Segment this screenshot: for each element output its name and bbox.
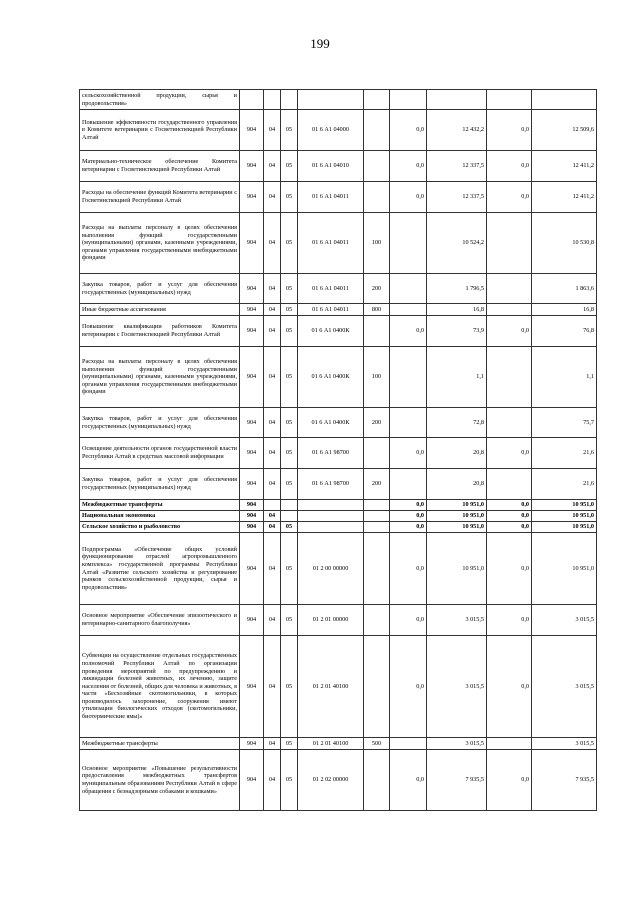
expense-type-cell (364, 151, 390, 182)
subsection-code-cell: 05 (281, 151, 298, 182)
amount-cell-3: 0,0 (487, 182, 532, 213)
expense-type-cell: 200 (364, 274, 390, 304)
grbs-code-cell: 904 (240, 636, 264, 738)
target-article-cell: 01 6 А1 0400К (298, 347, 364, 408)
subsection-code-cell (281, 500, 298, 511)
table-row (80, 738, 597, 750)
expense-type-cell (364, 533, 390, 605)
item-name-cell: Закупка товаров, работ и услуг для обеспечения государственных (муниципальных) нужд (80, 469, 240, 500)
amount-cell-1: 0,0 (390, 533, 427, 605)
expense-type-cell (364, 605, 390, 636)
expense-type-cell (364, 750, 390, 811)
table-row (80, 500, 597, 511)
table-row (80, 533, 597, 605)
expense-type-cell (364, 522, 390, 533)
amount-cell-1 (390, 408, 427, 438)
item-name-cell: Основное мероприятие «Повышение результативности предоставления межбюджетных трансфертов муниципальным образованиям Республики Алтай в сфере обращения с безнадзорными собаками и кошками» (80, 750, 240, 811)
item-name-cell: сельскохозяйственной продукции, сырья и продовольствия» (80, 90, 240, 110)
target-article-cell: 01 6 А1 0400К (298, 316, 364, 347)
item-name-cell: Иные бюджетные ассигнования (80, 304, 240, 316)
subsection-code-cell: 05 (281, 738, 298, 750)
amount-cell-4: 10 951,0 (532, 522, 597, 533)
table-row (80, 605, 597, 636)
expense-type-cell (364, 90, 390, 110)
grbs-code-cell: 904 (240, 750, 264, 811)
item-name-cell: Повышение квалификации работников Комитета ветеринарии с Госветинспекцией Республики Алтай (80, 316, 240, 347)
target-article-cell: 01 2 01 40100 (298, 738, 364, 750)
amount-cell-1: 0,0 (390, 438, 427, 469)
amount-cell-4: 12 509,6 (532, 110, 597, 151)
grbs-code-cell: 904 (240, 511, 264, 522)
amount-cell-1: 0,0 (390, 500, 427, 511)
subsection-code-cell: 05 (281, 533, 298, 605)
amount-cell-3 (487, 213, 532, 274)
grbs-code-cell: 904 (240, 408, 264, 438)
amount-cell-1: 0,0 (390, 605, 427, 636)
target-article-cell: 01 6 А1 04010 (298, 151, 364, 182)
expense-type-cell: 200 (364, 469, 390, 500)
amount-cell-3 (487, 469, 532, 500)
amount-cell-1 (390, 738, 427, 750)
subsection-code-cell: 05 (281, 213, 298, 274)
amount-cell-2: 20,8 (427, 438, 487, 469)
table-row (80, 511, 597, 522)
table-row (80, 469, 597, 500)
table-row (80, 438, 597, 469)
amount-cell-4: 3 015,5 (532, 738, 597, 750)
amount-cell-3: 0,0 (487, 750, 532, 811)
subsection-code-cell: 05 (281, 316, 298, 347)
amount-cell-3 (487, 304, 532, 316)
item-name-cell: Подпрограмма «Обеспечение общих условий функционирования отраслей агропромышленного комплекса» государственной программы Республики Алтай «Развитие сельского хозяйства и регулирование рынков сельскохозяйственной продукции, сырья и продовольствия» (80, 533, 240, 605)
expense-type-cell: 100 (364, 347, 390, 408)
table-row (80, 90, 597, 110)
subsection-code-cell (281, 511, 298, 522)
amount-cell-4: 7 935,5 (532, 750, 597, 811)
amount-cell-3: 0,0 (487, 110, 532, 151)
item-name-cell: Сельское хозяйство и рыболовство (80, 522, 240, 533)
amount-cell-1 (390, 469, 427, 500)
section-code-cell: 04 (264, 738, 281, 750)
amount-cell-1: 0,0 (390, 636, 427, 738)
amount-cell-4: 10 951,0 (532, 511, 597, 522)
section-code-cell: 04 (264, 636, 281, 738)
table-row (80, 110, 597, 151)
amount-cell-3: 0,0 (487, 151, 532, 182)
amount-cell-3: 0,0 (487, 522, 532, 533)
amount-cell-3: 0,0 (487, 438, 532, 469)
section-code-cell: 04 (264, 469, 281, 500)
item-name-cell: Расходы на выплаты персоналу в целях обеспечения выполнения функций государственными (муниципальными) органами, казенными учреждениями, органами управления государственными внебюджетными фондами (80, 213, 240, 274)
amount-cell-4: 12 411,2 (532, 151, 597, 182)
subsection-code-cell: 05 (281, 408, 298, 438)
target-article-cell (298, 500, 364, 511)
grbs-code-cell: 904 (240, 316, 264, 347)
target-article-cell: 01 2 01 40100 (298, 636, 364, 738)
amount-cell-3 (487, 274, 532, 304)
table-row (80, 304, 597, 316)
amount-cell-3 (487, 408, 532, 438)
amount-cell-4: 75,7 (532, 408, 597, 438)
amount-cell-1 (390, 90, 427, 110)
amount-cell-2: 12 337,5 (427, 182, 487, 213)
amount-cell-1: 0,0 (390, 511, 427, 522)
amount-cell-2: 3 015,5 (427, 636, 487, 738)
subsection-code-cell: 05 (281, 347, 298, 408)
subsection-code-cell: 05 (281, 274, 298, 304)
amount-cell-4: 10 951,0 (532, 533, 597, 605)
target-article-cell (298, 522, 364, 533)
amount-cell-2: 10 951,0 (427, 511, 487, 522)
amount-cell-3: 0,0 (487, 533, 532, 605)
target-article-cell (298, 90, 364, 110)
target-article-cell: 01 6 А1 98700 (298, 438, 364, 469)
amount-cell-3 (487, 738, 532, 750)
table-row (80, 182, 597, 213)
amount-cell-3 (487, 90, 532, 110)
amount-cell-2: 20,8 (427, 469, 487, 500)
section-code-cell: 04 (264, 750, 281, 811)
amount-cell-2 (427, 90, 487, 110)
target-article-cell: 01 2 02 00000 (298, 750, 364, 811)
amount-cell-4: 21,6 (532, 438, 597, 469)
amount-cell-2: 10 951,0 (427, 533, 487, 605)
amount-cell-1 (390, 213, 427, 274)
table-row (80, 408, 597, 438)
amount-cell-1: 0,0 (390, 522, 427, 533)
expense-type-cell: 800 (364, 304, 390, 316)
expense-type-cell (364, 500, 390, 511)
section-code-cell: 04 (264, 274, 281, 304)
target-article-cell: 01 6 А1 04011 (298, 182, 364, 213)
subsection-code-cell: 05 (281, 605, 298, 636)
amount-cell-2: 16,8 (427, 304, 487, 316)
section-code-cell: 04 (264, 304, 281, 316)
budget-table (79, 89, 597, 811)
section-code-cell: 04 (264, 151, 281, 182)
section-code-cell: 04 (264, 511, 281, 522)
target-article-cell: 01 6 А1 04011 (298, 274, 364, 304)
expense-type-cell (364, 316, 390, 347)
target-article-cell (298, 511, 364, 522)
item-name-cell: Повышение эффективности государственного управления в Комитете ветеринарии с Госветинспекцией Республики Алтай (80, 110, 240, 151)
section-code-cell: 04 (264, 533, 281, 605)
amount-cell-4: 76,8 (532, 316, 597, 347)
item-name-cell: Расходы на выплаты персоналу в целях обеспечения выполнения функций государственными (муниципальными) органами, казенными учреждениями, органами управления государственными внебюджетными фондами (80, 347, 240, 408)
grbs-code-cell: 904 (240, 151, 264, 182)
grbs-code-cell: 904 (240, 533, 264, 605)
section-code-cell: 04 (264, 213, 281, 274)
expense-type-cell: 100 (364, 213, 390, 274)
amount-cell-2: 72,8 (427, 408, 487, 438)
table-row (80, 316, 597, 347)
amount-cell-2: 10 951,0 (427, 500, 487, 511)
amount-cell-3 (487, 347, 532, 408)
amount-cell-1 (390, 274, 427, 304)
target-article-cell: 01 6 А1 04011 (298, 213, 364, 274)
amount-cell-2: 3 015,5 (427, 605, 487, 636)
amount-cell-1 (390, 304, 427, 316)
amount-cell-4: 10 530,8 (532, 213, 597, 274)
section-code-cell: 04 (264, 408, 281, 438)
amount-cell-3: 0,0 (487, 636, 532, 738)
section-code-cell (264, 500, 281, 511)
item-name-cell: Субвенции на осуществление отдельных государственных полномочий Республики Алтай по организации проведения мероприятий по предупреждению и ликвидации болезней животных, их лечению, защите населения от болезней, общих для человека и животных, в части «Бесхозяйные скотомогильники, в которых производилось захоронение, сооружения имеют утилизации биологических отходов (скотомогильники, биотермические ямы)» (80, 636, 240, 738)
grbs-code-cell: 904 (240, 438, 264, 469)
grbs-code-cell: 904 (240, 213, 264, 274)
grbs-code-cell: 904 (240, 605, 264, 636)
table-row (80, 636, 597, 738)
table-row (80, 274, 597, 304)
target-article-cell: 01 6 А1 0400К (298, 408, 364, 438)
table-row (80, 151, 597, 182)
item-name-cell: Основное мероприятие «Обеспечение эпизоотического и ветеринарно-санитарного благополучия» (80, 605, 240, 636)
subsection-code-cell (281, 90, 298, 110)
expense-type-cell (364, 182, 390, 213)
subsection-code-cell: 05 (281, 110, 298, 151)
section-code-cell: 04 (264, 182, 281, 213)
amount-cell-4: 3 015,5 (532, 605, 597, 636)
amount-cell-2: 7 935,5 (427, 750, 487, 811)
amount-cell-4: 3 015,5 (532, 636, 597, 738)
item-name-cell: Закупка товаров, работ и услуг для обеспечения государственных (муниципальных) нужд (80, 408, 240, 438)
amount-cell-4 (532, 90, 597, 110)
amount-cell-4: 16,8 (532, 304, 597, 316)
section-code-cell: 04 (264, 110, 281, 151)
amount-cell-3: 0,0 (487, 316, 532, 347)
grbs-code-cell (240, 90, 264, 110)
expense-type-cell (364, 438, 390, 469)
table-row (80, 347, 597, 408)
subsection-code-cell: 05 (281, 182, 298, 213)
subsection-code-cell: 05 (281, 304, 298, 316)
amount-cell-3: 0,0 (487, 605, 532, 636)
item-name-cell: Закупка товаров, работ и услуг для обеспечения государственных (муниципальных) нужд (80, 274, 240, 304)
amount-cell-1: 0,0 (390, 750, 427, 811)
section-code-cell: 04 (264, 347, 281, 408)
subsection-code-cell: 05 (281, 522, 298, 533)
section-code-cell: 04 (264, 438, 281, 469)
amount-cell-2: 10 524,2 (427, 213, 487, 274)
subsection-code-cell: 05 (281, 636, 298, 738)
grbs-code-cell: 904 (240, 347, 264, 408)
expense-type-cell (364, 636, 390, 738)
amount-cell-2: 12 337,5 (427, 151, 487, 182)
amount-cell-4: 10 951,0 (532, 500, 597, 511)
section-code-cell: 04 (264, 605, 281, 636)
expense-type-cell: 200 (364, 408, 390, 438)
table-row (80, 750, 597, 811)
target-article-cell: 01 2 00 00000 (298, 533, 364, 605)
amount-cell-1: 0,0 (390, 151, 427, 182)
grbs-code-cell: 904 (240, 522, 264, 533)
item-name-cell: Материально-техническое обеспечение Комитета ветеринарии с Госветинспекцией Республики Алтай (80, 151, 240, 182)
grbs-code-cell: 904 (240, 738, 264, 750)
item-name-cell: Расходы на обеспечение функций Комитета ветеринарии с Госветинспекцией Республики Алтай (80, 182, 240, 213)
amount-cell-4: 1,1 (532, 347, 597, 408)
amount-cell-1 (390, 347, 427, 408)
page-number: 199 (310, 36, 330, 51)
amount-cell-1: 0,0 (390, 182, 427, 213)
amount-cell-2: 10 951,0 (427, 522, 487, 533)
grbs-code-cell: 904 (240, 274, 264, 304)
amount-cell-4: 12 411,2 (532, 182, 597, 213)
budget-table-body (80, 90, 597, 811)
amount-cell-3: 0,0 (487, 511, 532, 522)
section-code-cell: 04 (264, 316, 281, 347)
item-name-cell: Национальная экономика (80, 511, 240, 522)
subsection-code-cell: 05 (281, 750, 298, 811)
expense-type-cell (364, 511, 390, 522)
expense-type-cell (364, 110, 390, 151)
grbs-code-cell: 904 (240, 500, 264, 511)
amount-cell-3: 0,0 (487, 500, 532, 511)
amount-cell-2: 3 015,5 (427, 738, 487, 750)
amount-cell-2: 1 796,5 (427, 274, 487, 304)
amount-cell-1: 0,0 (390, 110, 427, 151)
item-name-cell: Межбюджетные трансферты (80, 500, 240, 511)
grbs-code-cell: 904 (240, 469, 264, 500)
amount-cell-2: 12 432,2 (427, 110, 487, 151)
target-article-cell: 01 6 А1 04011 (298, 304, 364, 316)
amount-cell-4: 1 863,6 (532, 274, 597, 304)
table-row (80, 213, 597, 274)
subsection-code-cell: 05 (281, 438, 298, 469)
amount-cell-2: 1,1 (427, 347, 487, 408)
target-article-cell: 01 6 А1 04000 (298, 110, 364, 151)
grbs-code-cell: 904 (240, 182, 264, 213)
amount-cell-2: 73,9 (427, 316, 487, 347)
expense-type-cell: 500 (364, 738, 390, 750)
section-code-cell (264, 90, 281, 110)
target-article-cell: 01 6 А1 98700 (298, 469, 364, 500)
grbs-code-cell: 904 (240, 110, 264, 151)
grbs-code-cell: 904 (240, 304, 264, 316)
amount-cell-4: 21,6 (532, 469, 597, 500)
item-name-cell: Межбюджетные трансферты (80, 738, 240, 750)
section-code-cell: 04 (264, 522, 281, 533)
subsection-code-cell: 05 (281, 469, 298, 500)
item-name-cell: Освещение деятельности органов государственной власти Республики Алтай в средствах массовой информации (80, 438, 240, 469)
amount-cell-1: 0,0 (390, 316, 427, 347)
table-row (80, 522, 597, 533)
target-article-cell: 01 2 01 00000 (298, 605, 364, 636)
